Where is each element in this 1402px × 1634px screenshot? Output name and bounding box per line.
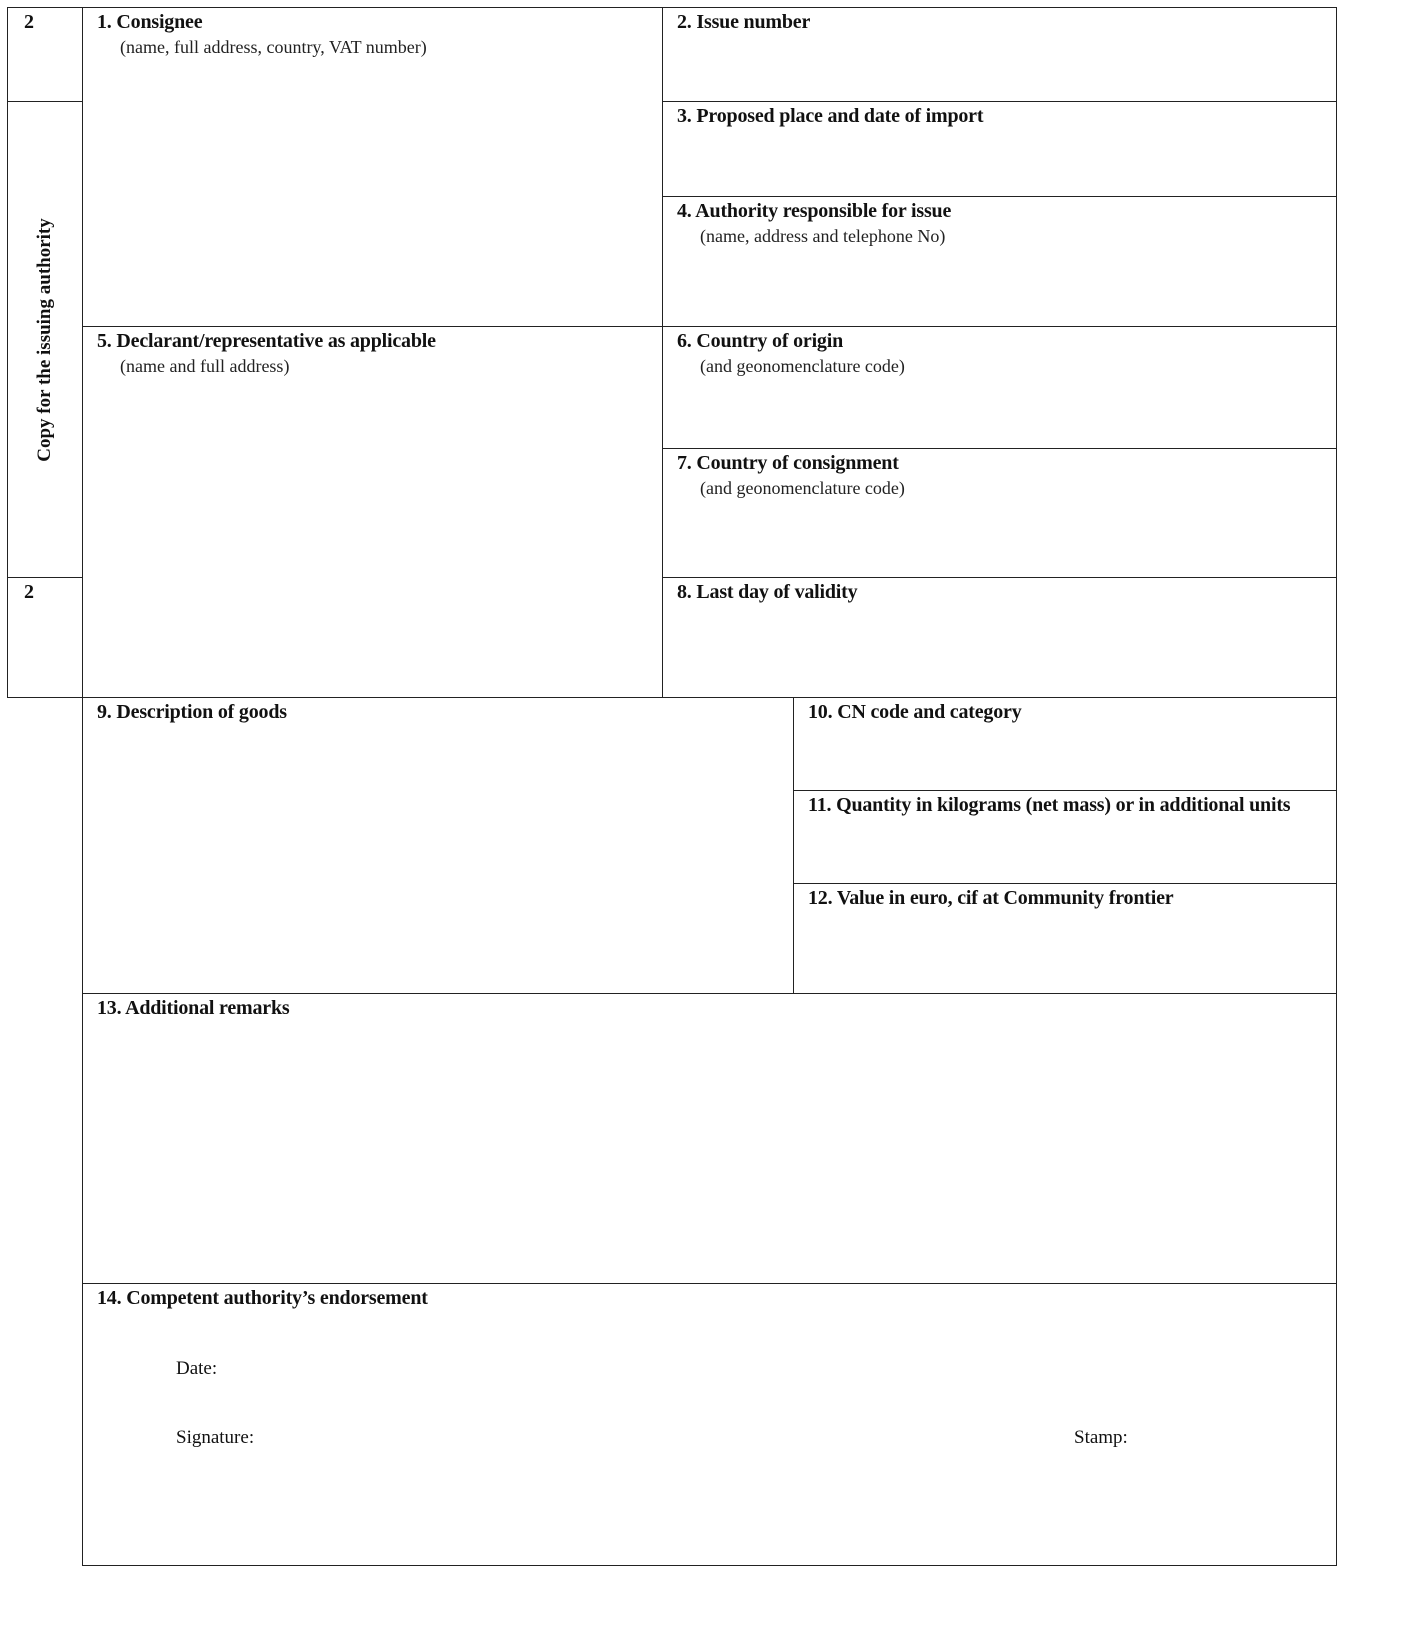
side-strip-middle — [7, 101, 83, 578]
box-4-label: 4. Authority responsible for issue — [677, 200, 952, 222]
box-6-label: 6. Country of origin — [677, 330, 844, 352]
box-8-last-day-validity[interactable] — [662, 577, 1337, 698]
box-13-label: 13. Additional remarks — [97, 997, 290, 1019]
box-10-label: 10. CN code and category — [808, 701, 1022, 723]
side-strip-bottom — [7, 577, 83, 698]
box-1-label: 1. Consignee — [97, 11, 203, 33]
box-8-label: 8. Last day of validity — [677, 581, 858, 603]
date-label: Date: — [176, 1358, 218, 1379]
stamp-label: Stamp: — [1074, 1427, 1128, 1448]
box-6-country-origin[interactable] — [662, 326, 1337, 449]
box-3-place-date-import[interactable] — [662, 101, 1337, 197]
box-2-issue-number[interactable] — [662, 7, 1337, 102]
box-9-label: 9. Description of goods — [97, 701, 287, 723]
box-7-country-consignment[interactable] — [662, 448, 1337, 578]
box-3-label: 3. Proposed place and date of import — [677, 105, 984, 127]
signature-label: Signature: — [176, 1427, 255, 1448]
box-10-cn-code[interactable] — [793, 697, 1337, 791]
box-9-description-goods[interactable] — [82, 697, 794, 994]
box-6-sublabel: (and geonomenclature code) — [700, 356, 905, 376]
box-12-value-euro[interactable] — [793, 883, 1337, 994]
box-7-label: 7. Country of consignment — [677, 452, 899, 474]
box-5-sublabel: (name and full address) — [120, 356, 290, 376]
box-7-sublabel: (and geonomenclature code) — [700, 478, 905, 498]
box-5-label: 5. Declarant/representative as applicable — [97, 330, 436, 352]
box-4-sublabel: (name, address and telephone No) — [700, 226, 946, 246]
copy-number-bottom: 2 — [24, 581, 34, 603]
box-1-sublabel: (name, full address, country, VAT number) — [120, 37, 427, 57]
copy-number-top: 2 — [24, 11, 34, 33]
box-14-endorsement[interactable] — [82, 1283, 1337, 1566]
side-strip-top — [7, 7, 83, 102]
box-4-issuing-authority[interactable] — [662, 196, 1337, 327]
box-14-label: 14. Competent authority’s endorsement — [97, 1287, 428, 1309]
box-1-consignee[interactable] — [82, 7, 663, 327]
box-13-additional-remarks[interactable] — [82, 993, 1337, 1284]
copy-label-vertical: Copy for the issuing authority — [34, 217, 55, 462]
box-2-label: 2. Issue number — [677, 11, 811, 33]
box-11-quantity[interactable] — [793, 790, 1337, 884]
box-12-label: 12. Value in euro, cif at Community frontier — [808, 887, 1174, 909]
box-11-label: 11. Quantity in kilograms (net mass) or in additional units — [808, 794, 1291, 816]
box-5-declarant[interactable] — [82, 326, 663, 698]
